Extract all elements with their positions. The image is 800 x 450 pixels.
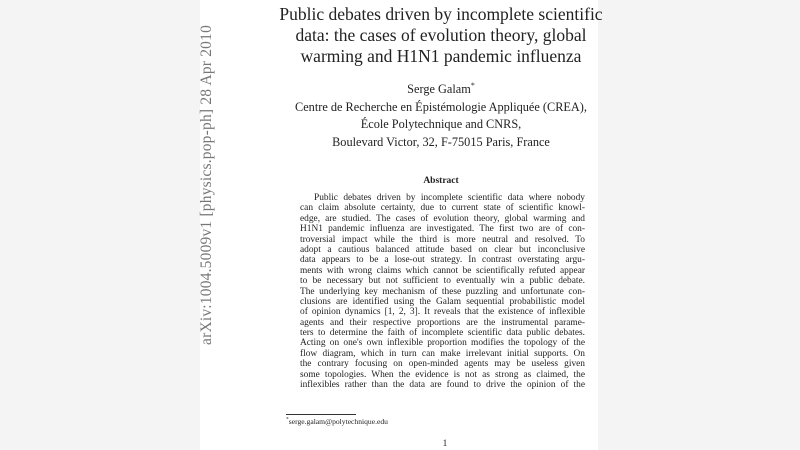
author-name: Serge Galam — [407, 82, 471, 96]
abstract-line: the contrary focusing on open-minded agents may be useless given — [300, 359, 585, 370]
footnote-email: serge.galam@polytechnique.edu — [288, 417, 388, 426]
footnote — [286, 417, 388, 426]
right-backdrop — [598, 0, 800, 450]
abstract-line: Public debates driven by incomplete scientific data where nobody — [314, 193, 585, 203]
abstract-line: to be necessary but not sufficient to eventually win a public debate. — [300, 276, 585, 287]
abstract-line: edge, are studied. The cases of evolution theory, global warming and — [300, 213, 585, 224]
footnote-mark: * — [286, 416, 289, 423]
abstract-line: some topologies. When the evidence is not as strong as claimed, the — [300, 369, 585, 380]
abstract-line: data appears to be a lose-out strategy. In contrast overstating argu- — [300, 255, 585, 266]
page-number: 1 — [442, 439, 448, 449]
abstract-line: can claim absolute certainty, due to current state of scientific knowl- — [300, 203, 585, 214]
abstract-line: The underlying key mechanism of these puzzling and unfortunate con- — [300, 286, 585, 297]
abstract-heading: Abstract — [423, 176, 459, 186]
author-block — [276, 81, 606, 151]
abstract-line: flow diagram, which in turn can make irrelevant initial supports. On — [300, 348, 585, 359]
abstract-line: clusions are identified using the Galam sequential probabilistic model — [300, 296, 585, 307]
left-backdrop — [0, 0, 200, 450]
title-line: warming and H1N1 pandemic influenza — [300, 46, 582, 66]
author-footnote-mark: * — [470, 80, 475, 90]
abstract-line: agents and their respective proportions are the instrumental parame- — [300, 317, 585, 328]
arxiv-identifier-stamp: arXiv:1004.5009v1 [physics.pop-ph] 28 Apr 2010 — [198, 24, 215, 345]
author-line — [276, 81, 606, 99]
title-line: data: the cases of evolution theory, global — [295, 25, 587, 45]
abstract-line: troversial impact while the third is more neutral and resolved. To — [300, 234, 585, 245]
affiliation-line: Centre de Recherche en Épistémologie Appliquée (CREA), — [295, 99, 587, 114]
abstract-line: ters to determine the faith of incomplete scientific data public debates. — [300, 328, 585, 339]
footnote-rule — [286, 414, 356, 415]
affiliation-line: École Polytechnique and CNRS, — [360, 117, 522, 131]
abstract-line: adopt a cautious balanced attitude based on clear but inconclusive — [300, 244, 585, 255]
abstract-body — [300, 193, 585, 390]
abstract-line: H1N1 pandemic influenza are investigated. The first two are of con- — [300, 224, 585, 235]
affiliation-line: Boulevard Victor, 32, F-75015 Paris, France — [332, 134, 550, 149]
title-line: Public debates driven by incomplete scientific — [279, 4, 603, 24]
abstract-line: inflexibles rather than the data are found to drive the opinion of the — [300, 380, 585, 391]
paper-title — [276, 4, 606, 67]
abstract-line: ments with wrong claims which cannot be scientifically refuted appear — [300, 265, 585, 276]
abstract-line: of opinion dynamics [1, 2, 3]. It reveals that the existence of inflexible — [300, 307, 585, 318]
abstract-line: Acting on one's own inflexible proportion modifies the topology of the — [300, 338, 585, 349]
